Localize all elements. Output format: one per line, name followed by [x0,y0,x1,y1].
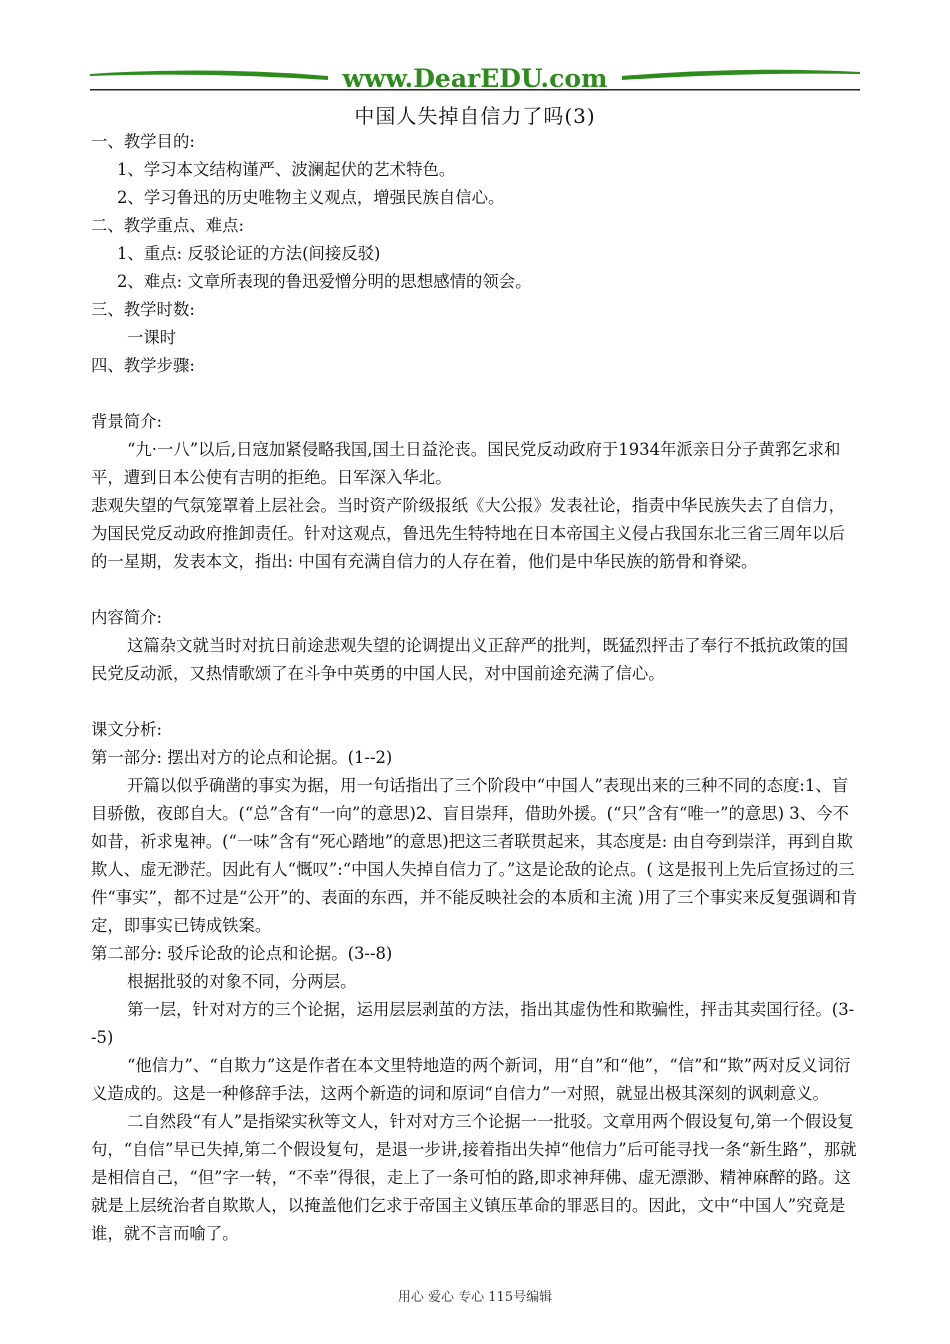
analysis-paragraph: “他信力”、“自欺力”这是作者在本文里特地造的两个新词，用“自”和“他”，“信”和“欺”两对反义词衍义造成的。这是一种修辞手法，这两个新造的词和原词“自信力”一对照，就显出极其深刻的讽刺意义。 [91,1056,851,1103]
key-points-heading: 二、教学重点、难点: [91,216,245,235]
background-paragraph: 悲观失望的气氛笼罩着上层社会。当时资产阶级报纸《大公报》发表社论，指责中华民族失去了自信力，为国民党反动政府推卸责任。针对这观点，鲁迅先生特特地在日本帝国主义侵占我国东北三省三周年以后的一星期，发表本文，指出: 中国有充满自信力的人存在着，他们是中华民族的筋骨和脊梁。 [91,496,845,571]
background-heading: 背景简介: [91,412,163,431]
teaching-steps-heading: 四、教学步骤: [91,356,195,375]
part-one-heading: 第一部分: 摆出对方的论点和论据。(1--2) [91,748,393,767]
site-header-banner [88,62,862,94]
background-paragraph: “九·一八”以后,日寇加紧侵略我国,国土日益沦丧。国民党反动政府于1934年派亲日分子黄郛乞求和平，遭到日本公使有吉明的拒绝。日军深入华北。 [91,440,841,487]
document-body [91,128,861,1248]
analysis-heading: 课文分析: [91,720,163,739]
goals-heading: 一、教学目的: [91,132,195,151]
analysis-paragraph: 根据批驳的对象不同，分两层。 [127,972,357,991]
key-point-item: 2、难点: 文章所表现的鲁迅爱憎分明的思想感情的领会。 [117,272,532,291]
key-point-item: 1、重点: 反驳论证的方法(间接反驳) [117,244,381,263]
teaching-time-value: 一课时 [127,328,177,347]
page-footer: 用心 爱心 专心 115号编辑 [397,1290,553,1305]
goal-item: 2、学习鲁迅的历史唯物主义观点，增强民族自信心。 [117,188,505,207]
teaching-time-heading: 三、教学时数: [91,300,195,319]
analysis-paragraph: 第一层，针对对方的三个论据，运用层层剥茧的方法，指出其虚伪性和欺骗性，抨击其卖国行径。(3--5) [91,1000,855,1047]
site-logo[interactable]: www.DearEDU.com [342,64,608,93]
summary-paragraph: 这篇杂文就当时对抗日前途悲观失望的论调提出义正辞严的批判，既猛烈抨击了奉行不抵抗政策的国民党反动派，又热情歌颂了在斗争中英勇的中国人民，对中国前途充满了信心。 [91,636,849,683]
summary-heading: 内容简介: [91,608,163,627]
analysis-paragraph: 二自然段“有人”是指梁实秋等文人，针对对方三个论据一一批驳。文章用两个假设复句,第一个假设复句，“自信”早已失掉,第二个假设复句，是退一步讲,接着指出失掉“他信力”后可能寻找一条“新生路”，那就是相信自己，“但”字一转，“不幸”得很，走上了一条可怕的路,即求神拜佛、虚无漂渺、精神麻醉的路。这就是上层统治者自欺欺人，以掩盖他们乞求于帝国主义镇压革命的罪恶目的。因此，文中“中国人”究竟是谁，就不言而喻了。 [91,1112,857,1243]
goal-item: 1、学习本文结构谨严、波澜起伏的艺术特色。 [117,160,456,179]
document-title: 中国人失掉自信力了吗(3) [354,104,596,128]
part-two-heading: 第二部分: 驳斥论敌的论点和论据。(3--8) [91,944,393,963]
analysis-paragraph: 开篇以似乎确凿的事实为据，用一句话指出了三个阶段中“中国人”表现出来的三种不同的态度:1、盲目骄傲，夜郎自大。(“总”含有“一向”的意思)2、盲目崇拜，借助外援。(“只”含有“唯一”的意思) 3、今不如昔，祈求鬼神。(“一味”含有“死心踏地”的意思)把这三者联贯起来，其态度是: 由自夸到崇洋，再到自欺欺人、虚无渺茫。因此有人“慨叹”:“中国人失掉自信力了。”这是论敌的论点。( 这是报刊上先后宣扬过的三件“事实”，都不过是“公开”的、表面的东西，并不能反映社会的本质和主流 )用了三个事实来反复强调和肯定，即事实已铸成铁案。 [91,776,858,935]
